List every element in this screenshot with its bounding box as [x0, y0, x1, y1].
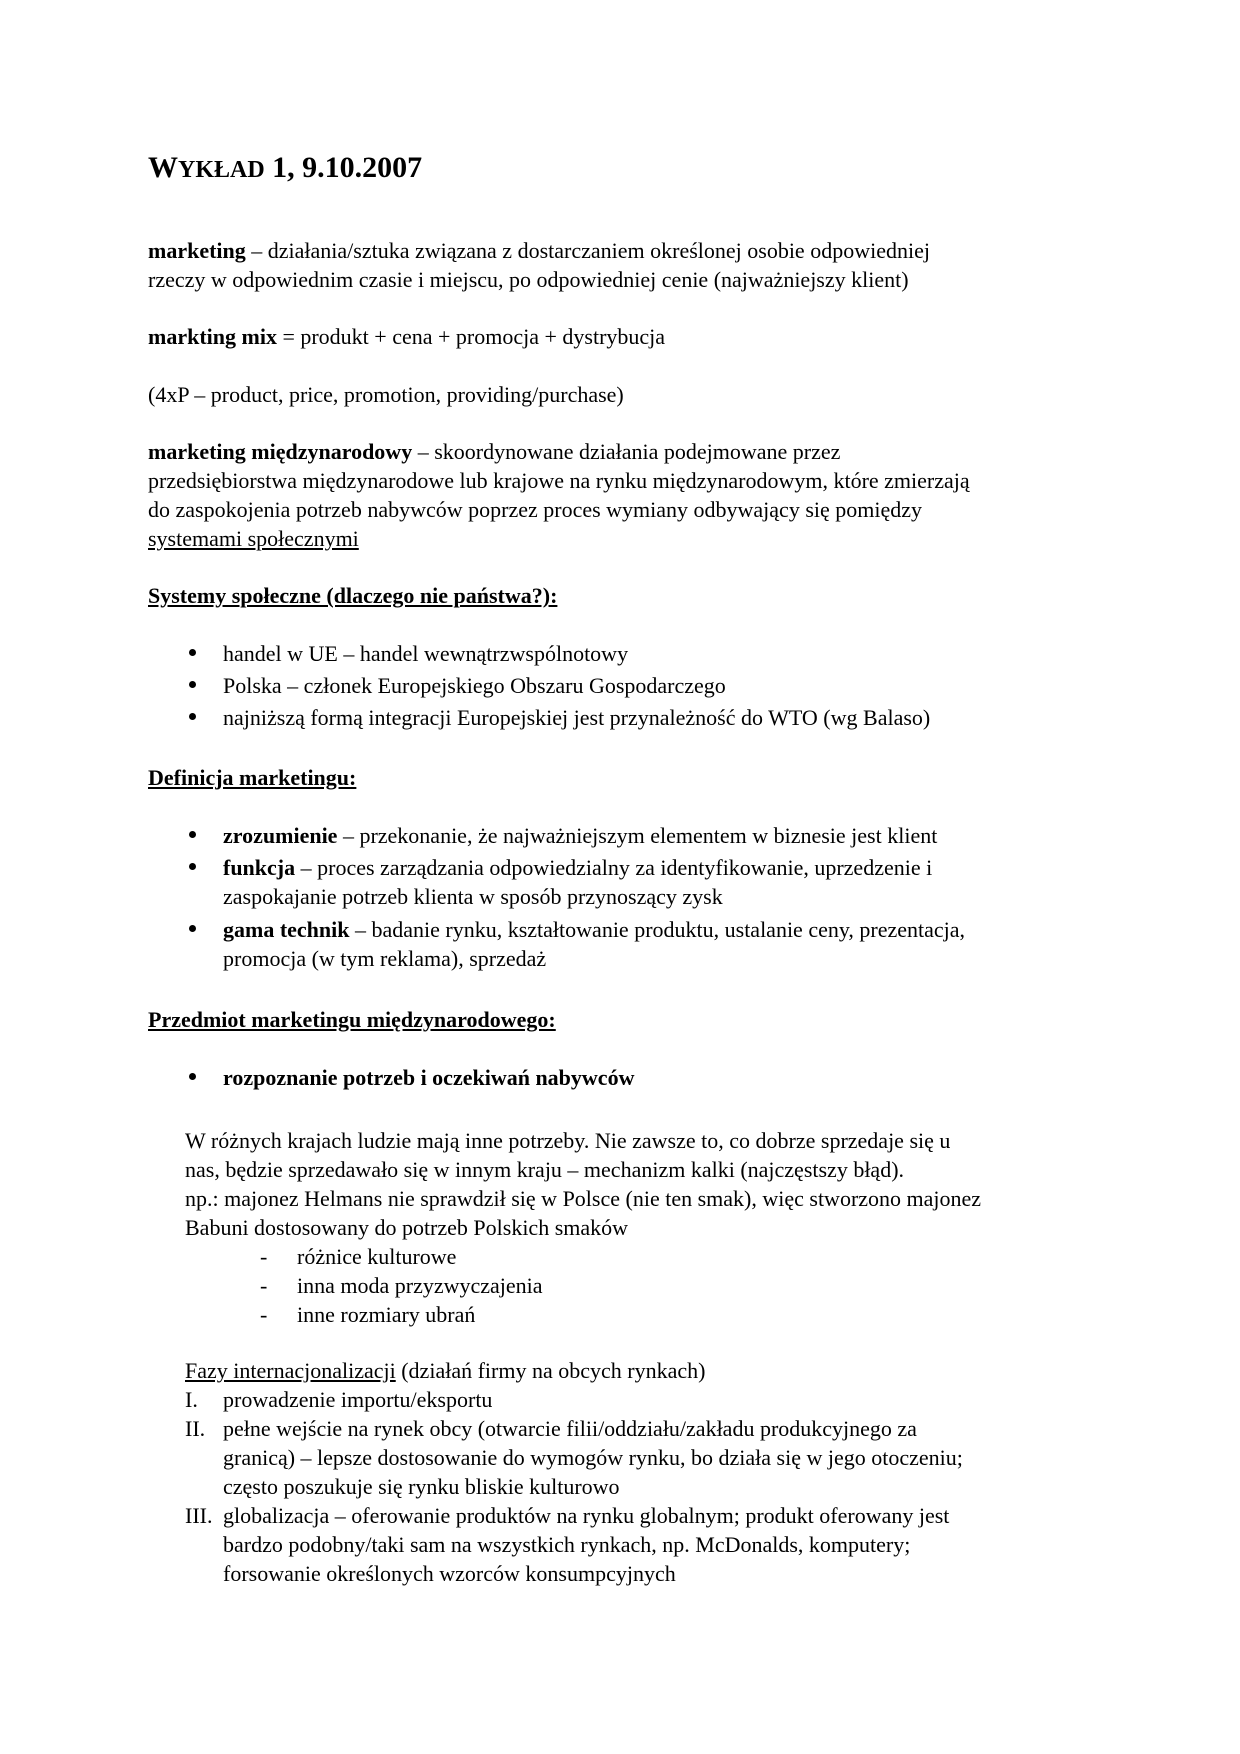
dash-item: różnice kulturowe [297, 1244, 457, 1269]
paragraph-link: systemami społecznymi [148, 526, 359, 551]
paragraph-line: np.: majonez Helmans nie sprawdził się w Polsce (nie ten smak), więc stworzono majonez [185, 1186, 982, 1211]
bullet-icon [189, 713, 196, 720]
roman-item-continuation: często poszukuje się rynku bliskie kulturowo [223, 1474, 620, 1499]
term: funkcja [223, 855, 296, 880]
title-first: W [148, 151, 178, 184]
list-item [223, 821, 937, 850]
paragraph-line: do zaspokojenia potrzeb nabywców poprzez proces wymiany odbywający się pomiędzy [148, 497, 923, 522]
text: – skoordynowane działania podejmowane przez [412, 439, 841, 464]
phases-title: Fazy internacjonalizacji [185, 1358, 396, 1383]
list-item: najniższą formą integracji Europejskiej jest przynależność do WTO (wg Balaso) [223, 705, 931, 730]
bullet-icon [189, 831, 196, 838]
heading-marketing-definition: Definicja marketingu: [148, 765, 357, 790]
bullet-icon [189, 681, 196, 688]
phases-title-rest: (działań firmy na obcych rynkach) [395, 1358, 706, 1383]
term: marketing [148, 238, 246, 263]
dash-icon: - [260, 1302, 268, 1327]
term: markting mix [148, 324, 277, 349]
paragraph-line: nas, będzie sprzedawało się w innym kraju – mechanizm kalki (najczęstszy błąd). [185, 1157, 905, 1182]
text: – przekonanie, że najważniejszym elementem w biznesie jest klient [337, 823, 938, 848]
definition-intl-marketing [148, 437, 840, 466]
dash-icon: - [260, 1244, 268, 1269]
bullet-icon [189, 1073, 196, 1080]
definition-marketing-mix [148, 322, 665, 351]
title-rest: 1, 9.10.2007 [264, 151, 423, 184]
roman-item-continuation: granicą) – lepsze dostosowanie do wymogów rynku, bo działa się w jego otoczeniu; [223, 1445, 963, 1470]
heading-social-systems: Systemy społeczne (dlaczego nie państwa?): [148, 583, 558, 608]
heading-subject: Przedmiot marketingu międzynarodowego: [148, 1007, 556, 1032]
paragraph-line: rzeczy w odpowiednim czasie i miejscu, po odpowiedniej cenie (najważniejszy klient) [148, 267, 909, 292]
paragraph-4xp: (4xP – product, price, promotion, providing/purchase) [148, 382, 624, 407]
dash-item: inne rozmiary ubrań [297, 1302, 476, 1327]
list-item [223, 915, 965, 944]
roman-item-continuation: forsowanie określonych wzorców konsumpcyjnych [223, 1561, 676, 1586]
text: = produkt + cena + promocja + dystrybucja [276, 324, 666, 349]
paragraph-line: przedsiębiorstwa międzynarodowe lub krajowe na rynku międzynarodowym, które zmierzają [148, 468, 970, 493]
list-item-continuation: zaspokajanie potrzeb klienta w sposób przynoszący zysk [223, 884, 723, 909]
roman-item: globalizacja – oferowanie produktów na rynku globalnym; produkt oferowany jest [223, 1503, 950, 1528]
phases-heading [185, 1356, 705, 1385]
list-item: Polska – członek Europejskiego Obszaru Gospodarczego [223, 673, 726, 698]
bullet-icon [189, 649, 196, 656]
term: zrozumienie [223, 823, 338, 848]
text: – proces zarządzania odpowiedzialny za identyfikowanie, uprzedzenie i [295, 855, 933, 880]
page-title [148, 148, 422, 190]
paragraph-line: Babuni dostosowany do potrzeb Polskich smaków [185, 1215, 629, 1240]
text: – badanie rynku, kształtowanie produktu, ustalanie ceny, prezentacja, [349, 917, 966, 942]
bullet-icon [189, 925, 196, 932]
list-item-continuation: promocja (w tym reklama), sprzedaż [223, 946, 547, 971]
dash-item: inna moda przyzwyczajenia [297, 1273, 543, 1298]
term: marketing międzynarodowy [148, 439, 413, 464]
paragraph-line: W różnych krajach ludzie mają inne potrzeby. Nie zawsze to, co dobrze sprzedaje się u [185, 1128, 951, 1153]
bullet-icon [189, 863, 196, 870]
roman-item: pełne wejście na rynek obcy (otwarcie filii/oddziału/zakładu produkcyjnego za [223, 1416, 917, 1441]
list-item: rozpoznanie potrzeb i oczekiwań nabywców [223, 1065, 635, 1090]
dash-icon: - [260, 1273, 268, 1298]
list-item [223, 853, 932, 882]
text: – działania/sztuka związana z dostarczaniem określonej osobie odpowiedniej [245, 238, 930, 263]
roman-item-continuation: bardzo podobny/taki sam na wszystkich rynkach, np. McDonalds, komputery; [223, 1532, 911, 1557]
title-small: YKŁAD [178, 157, 265, 183]
term: gama technik [223, 917, 350, 942]
list-item: handel w UE – handel wewnątrzwspólnotowy [223, 641, 629, 666]
definition-marketing [148, 236, 930, 265]
roman-item: prowadzenie importu/eksportu [223, 1387, 493, 1412]
roman-number: III. [185, 1503, 213, 1528]
roman-number: II. [185, 1416, 206, 1441]
roman-number: I. [185, 1387, 198, 1412]
